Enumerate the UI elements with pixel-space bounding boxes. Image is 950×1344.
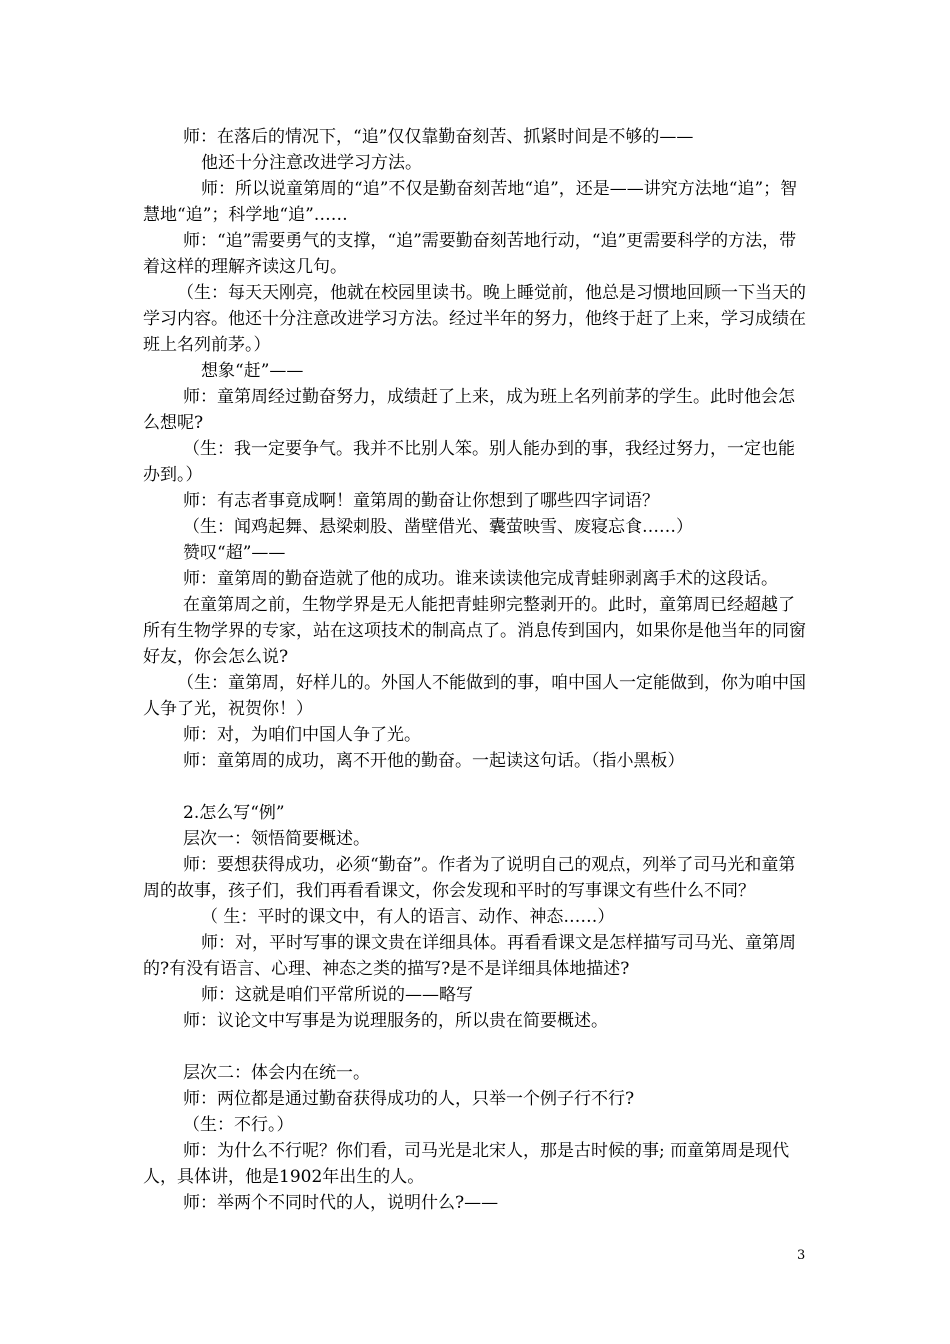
paragraph: （生：童第周，好样儿的。外国人不能做到的事，咱中国人一定能做到，你为咱中国人争了光，祝贺你！） (143, 673, 806, 719)
paragraph: 他还十分注意改进学习方法。 (201, 153, 422, 173)
paragraph: （生：闻鸡起舞、悬梁刺股、凿壁借光、囊萤映雪、废寝忘食……） (183, 517, 693, 537)
paragraph: 师：童第周的成功，离不开他的勤奋。一起读这句话。（指小黑板） (183, 751, 685, 771)
paragraph: 师：为什么不行呢？你们看，司马光是北宋人，那是古时候的事; 而童第周是现代人，具体讲，他是1902年出生的人。 (143, 1141, 790, 1187)
paragraph: 师：“追”需要勇气的支撑，“追”需要勤奋刻苦地行动，“追”更需要科学的方法，带着这样的理解齐读这几句。 (143, 231, 797, 277)
paragraph: 师：对，平时写事的课文贵在详细具体。再看看课文是怎样描写司马光、童第周的?有没有语言、心理、神态之类的描写?是不是详细具体地描述? (143, 933, 796, 979)
paragraph: 师：有志者事竟成啊！童第周的勤奋让你想到了哪些四字词语？ (183, 491, 659, 511)
section-heading: 想象“赶”—— (201, 361, 304, 381)
paragraph: 师：议论文中写事是为说理服务的，所以贵在简要概述。 (183, 1011, 608, 1031)
paragraph: 师：所以说童第周的“追”不仅是勤奋刻苦地“追”，还是——讲究方法地“追”；智慧地“追”；科学地“追”…… (143, 179, 798, 225)
paragraph-gap (143, 1034, 808, 1060)
paragraph: （生：不行。） (183, 1115, 294, 1135)
page-number: 3 (797, 1248, 806, 1263)
paragraph: 师：举两个不同时代的人，说明什么?—— (183, 1193, 499, 1213)
paragraph: （ 生：平时的课文中，有人的语言、动作、神态……） (201, 907, 615, 927)
section-heading: 2.怎么写“例” (183, 803, 285, 823)
paragraph: （生：我一定要争气。我并不比别人笨。别人能办到的事，我经过努力，一定也能办到。） (143, 439, 795, 485)
paragraph: 师：在落后的情况下，“追”仅仅靠勤奋刻苦、抓紧时间是不够的—— (183, 127, 694, 147)
paragraph: 师：童第周的勤奋造就了他的成功。谁来读读他完成青蛙卵剥离手术的这段话。 (183, 569, 778, 589)
paragraph: 在童第周之前，生物学界是无人能把青蛙卵完整剥开的。此时，童第周已经超越了所有生物学界的专家，站在这项技术的制高点了。消息传到国内，如果你是他当年的同窗好友，你会怎么说? (143, 595, 806, 667)
paragraph: 师：对，为咱们中国人争了光。 (183, 725, 421, 745)
paragraph: 师：两位都是通过勤奋获得成功的人，只举一个例子行不行? (183, 1089, 635, 1109)
paragraph: 师：童第周经过勤奋努力，成绩赶了上来，成为班上名列前茅的学生。此时他会怎么想呢? (143, 387, 795, 433)
section-heading: 赞叹“超”—— (183, 543, 286, 563)
subsection-heading: 层次二：体会内在统一。 (183, 1063, 370, 1083)
paragraph: 师：要想获得成功，必须“勤奋”。作者为了说明自己的观点，列举了司马光和童第周的故事，孩子们，我们再看看课文，你会发现和平时的写事课文有些什么不同？ (143, 855, 796, 901)
paragraph-gap (143, 774, 808, 800)
paragraph: 师：这就是咱们平常所说的——略写 (201, 985, 473, 1005)
paragraph: （生：每天天刚亮，他就在校园里读书。晚上睡觉前，他总是习惯地回顾一下当天的学习内容。他还十分注意改进学习方法。经过半年的努力，他终于赶了上来，学习成绩在班上名列前茅。） (143, 283, 806, 355)
document-body (143, 124, 808, 1216)
subsection-heading: 层次一：领悟简要概述。 (183, 829, 370, 849)
